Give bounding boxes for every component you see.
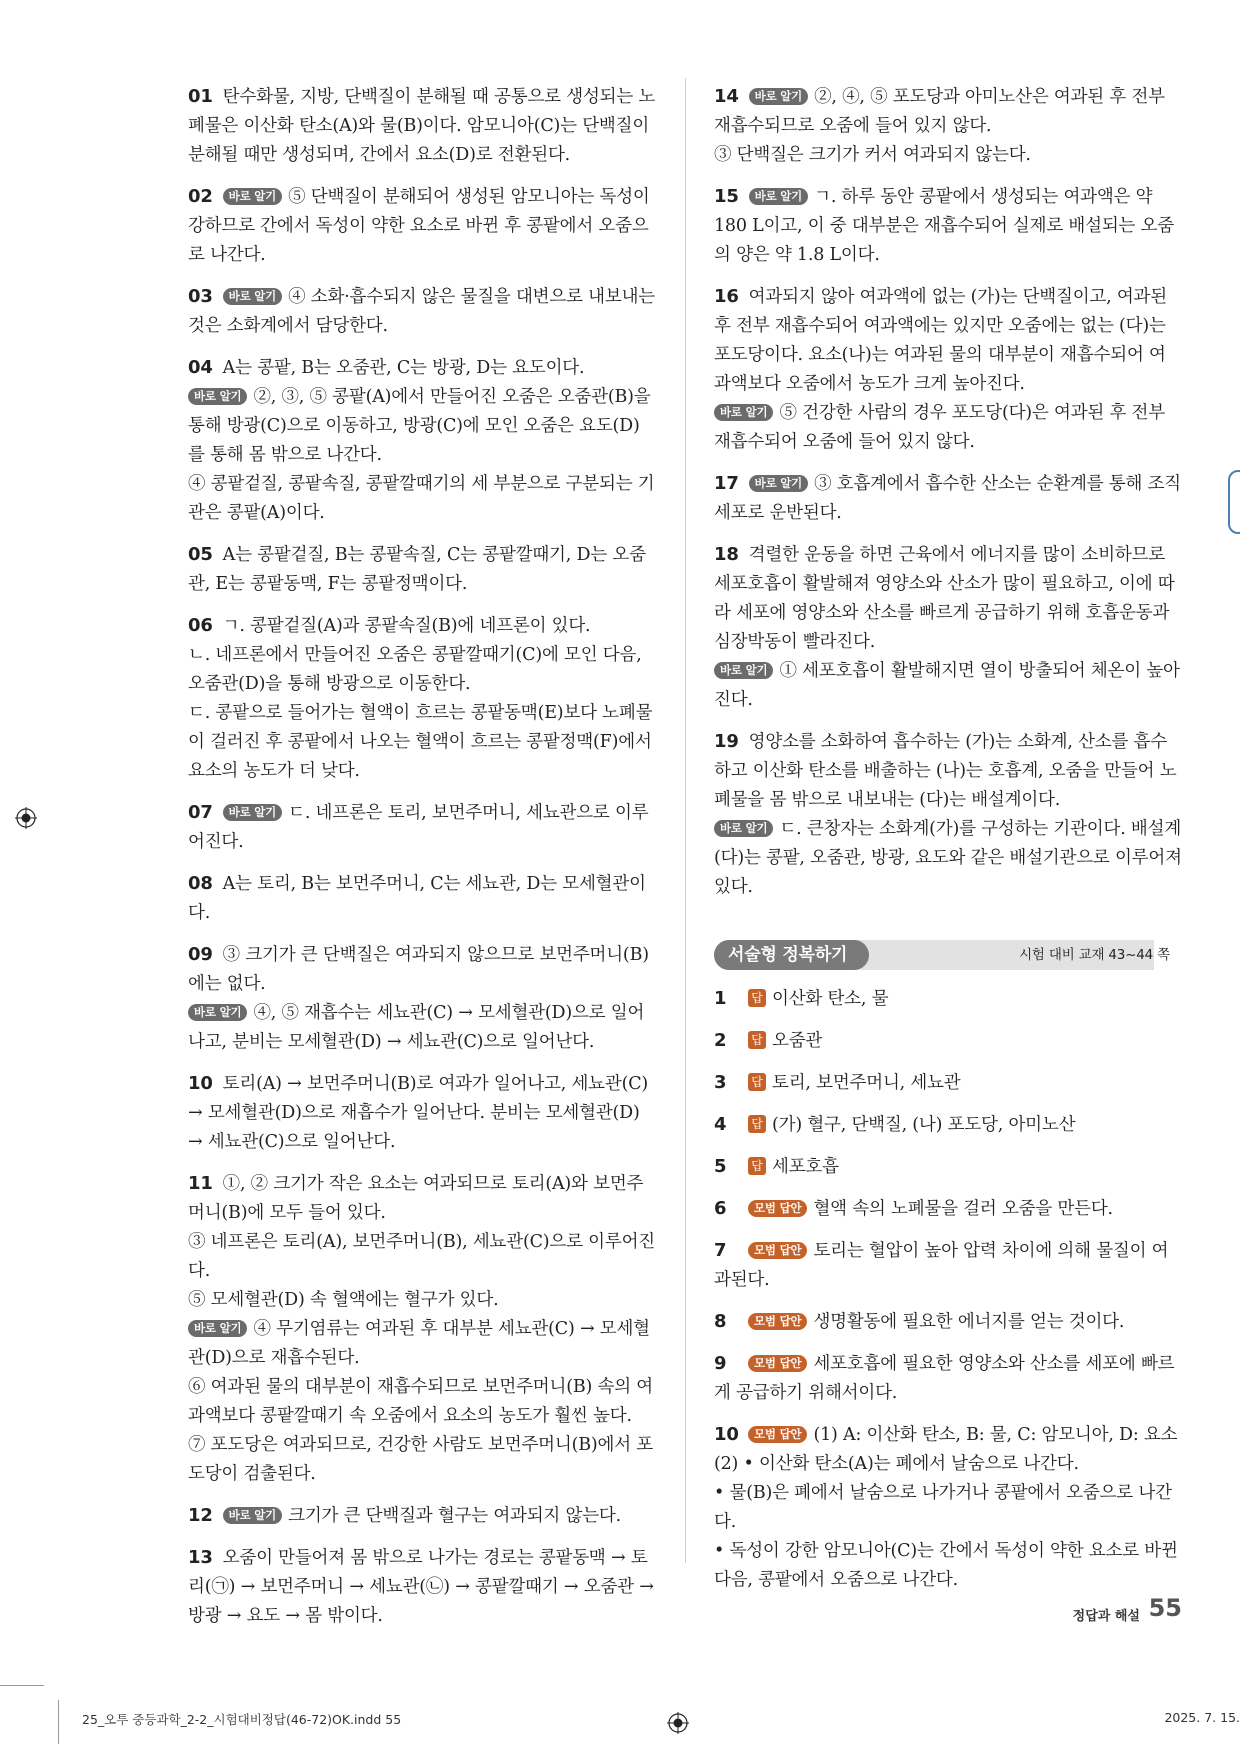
explanation-body: ㄷ. 큰창자는 소화계(가)를 구성하는 기관이다. 배설계(다)는 콩팥, 오줌관, 방광, 요도와 같은 배설기관으로 이루어져 있다. xyxy=(714,819,1182,897)
explanation-item xyxy=(188,282,656,341)
answer-number: 6 xyxy=(714,1198,727,1219)
answer-body: (가) 혈구, 단백질, (나) 포도당, 아미노산 xyxy=(772,1115,1076,1135)
explanation-subline xyxy=(188,1286,656,1315)
explanation-body: ③ 크기가 큰 단백질은 여과되지 않으므로 보먼주머니(B)에는 없다. xyxy=(188,945,649,994)
explanation-body: A는 토리, B는 보먼주머니, C는 세뇨관, D는 모세혈관이다. xyxy=(188,874,646,923)
question-number: 17 xyxy=(714,473,739,494)
answer-number: 10 xyxy=(714,1424,739,1445)
answer-tag: 답 xyxy=(748,1115,766,1133)
explanation-subline xyxy=(188,1373,656,1431)
answer-subline: • 물(B)은 폐에서 날숨으로 나가거나 콩팥에서 오줌으로 나간다. xyxy=(714,1483,1172,1532)
answer-list xyxy=(714,984,1182,1595)
question-number: 16 xyxy=(714,286,739,307)
explanation-body: ⑦ 포도당은 여과되므로, 건강한 사람도 보먼주머니(B)에서 포도당이 검출된다. xyxy=(188,1435,653,1484)
explanation-subline xyxy=(188,1315,656,1373)
explanation-body: ㄴ. 네프론에서 만들어진 오줌은 콩팥깔때기(C)에 모인 다음, 오줌관(D)을 통해 방광으로 이동한다. xyxy=(188,645,642,694)
explanation-body: ㄱ. 하루 동안 콩팥에서 생성되는 여과액은 약 180 L이고, 이 중 대부분은 재흡수되어 실제로 배설되는 오줌의 양은 약 1.8 L이다. xyxy=(714,187,1174,265)
answer-body: 토리는 혈압이 높아 압력 차이에 의해 물질이 여과된다. xyxy=(714,1241,1169,1290)
answer-row xyxy=(714,1026,1182,1056)
correct-answer-badge: 바로 알기 xyxy=(188,1004,247,1021)
answer-row xyxy=(714,1349,1182,1408)
answer-number: 9 xyxy=(714,1353,727,1374)
explanation-text xyxy=(188,611,656,641)
answer-tag: 답 xyxy=(748,1073,766,1091)
answer-body: 오줌관 xyxy=(772,1031,823,1051)
explanation-text xyxy=(188,1169,656,1228)
explanation-item xyxy=(714,727,1182,902)
explanation-subline xyxy=(188,641,656,699)
answer-row xyxy=(714,1152,1182,1182)
answer-subline: (2) • 이산화 탄소(A)는 폐에서 날숨으로 나간다. xyxy=(714,1454,1079,1474)
print-slug-file: 25_오투 중등과학_2-2_시험대비정답(46-72)OK.indd 55 xyxy=(82,1712,402,1727)
page-edge-tab xyxy=(1228,470,1240,534)
model-answer-badge: 모범 답안 xyxy=(748,1426,807,1443)
explanation-text xyxy=(188,82,656,170)
question-number: 09 xyxy=(188,944,213,965)
answer-body: 생명활동에 필요한 에너지를 얻는 것이다. xyxy=(813,1312,1125,1332)
correct-answer-badge: 바로 알기 xyxy=(188,388,247,405)
explanation-text xyxy=(714,469,1182,528)
section-header xyxy=(714,940,1182,970)
explanation-item xyxy=(714,82,1182,170)
print-slug-date: 2025. 7. 15. xyxy=(1164,1710,1240,1725)
crop-mark xyxy=(58,1700,59,1744)
question-number: 11 xyxy=(188,1173,213,1194)
question-number: 18 xyxy=(714,544,739,565)
answer-text xyxy=(714,1307,1182,1337)
explanation-subline xyxy=(188,1431,656,1489)
explanation-body: ③ 단백질은 크기가 커서 여과되지 않는다. xyxy=(714,145,1031,165)
explanation-item xyxy=(188,940,656,1057)
explanation-body: 영양소를 소화하여 흡수하는 (가)는 소화계, 산소를 흡수하고 이산화 탄소를 배출하는 (나)는 호흡계, 오줌을 만들어 노폐물을 몸 밖으로 내보내는 (다)는 배설계이다. xyxy=(714,732,1177,810)
answer-row xyxy=(714,984,1182,1014)
explanation-item xyxy=(188,869,656,928)
answer-number: 1 xyxy=(714,988,727,1009)
answer-text xyxy=(714,1236,1182,1295)
answer-body: 이산화 탄소, 물 xyxy=(772,989,889,1009)
answer-row xyxy=(714,1236,1182,1295)
explanation-text xyxy=(714,540,1182,657)
answer-tag: 답 xyxy=(748,1031,766,1049)
registration-mark-icon xyxy=(667,1712,689,1734)
explanation-subline xyxy=(188,383,656,470)
page-number: 55 xyxy=(1148,1594,1182,1622)
right-column xyxy=(714,82,1182,1607)
column-divider xyxy=(685,78,686,1563)
explanation-text xyxy=(188,540,656,599)
answer-body: 세포호흡에 필요한 영양소와 산소를 세포에 빠르게 공급하기 위해서이다. xyxy=(714,1354,1175,1403)
correct-answer-badge: 바로 알기 xyxy=(749,88,808,105)
explanation-item xyxy=(188,798,656,857)
explanation-body: ③ 호흡계에서 흡수한 산소는 순환계를 통해 조직 세포로 운반된다. xyxy=(714,474,1181,523)
section-reference: 시험 대비 교재 43~44 쪽 xyxy=(1019,947,1170,963)
answer-body: 혈액 속의 노폐물을 걸러 오줌을 만든다. xyxy=(813,1199,1113,1219)
explanation-body: ③ 네프론은 토리(A), 보먼주머니(B), 세뇨관(C)으로 이루어진다. xyxy=(188,1232,655,1281)
correct-answer-badge: 바로 알기 xyxy=(188,1320,247,1337)
explanation-item xyxy=(714,282,1182,457)
correct-answer-badge: 바로 알기 xyxy=(223,188,282,205)
explanation-item xyxy=(188,540,656,599)
question-number: 01 xyxy=(188,86,213,107)
explanation-body: 오줌이 만들어져 몸 밖으로 나가는 경로는 콩팥동맥 → 토리(㉠) → 보먼주머니 → 세뇨관(㉡) → 콩팥깔때기 → 오줌관 → 방광 → 요도 → 몸 밖이다. xyxy=(188,1548,654,1626)
answer-body: (1) A: 이산화 탄소, B: 물, C: 암모니아, D: 요소 xyxy=(813,1425,1178,1445)
explanation-subline xyxy=(714,657,1182,715)
answer-number: 8 xyxy=(714,1311,727,1332)
explanation-text xyxy=(714,82,1182,141)
correct-answer-badge: 바로 알기 xyxy=(223,1507,282,1524)
explanation-body: ①, ② 크기가 작은 요소는 여과되므로 토리(A)와 보먼주머니(B)에 모두 들어 있다. xyxy=(188,1174,644,1223)
explanation-body: ㄱ. 콩팥겉질(A)과 콩팥속질(B)에 네프론이 있다. xyxy=(222,616,591,636)
explanation-item xyxy=(714,540,1182,715)
model-answer-badge: 모범 답안 xyxy=(748,1200,807,1217)
question-number: 19 xyxy=(714,731,739,752)
correct-answer-badge: 바로 알기 xyxy=(223,804,282,821)
answer-text xyxy=(714,1068,1182,1098)
explanation-item xyxy=(188,182,656,270)
explanation-body: ⑤ 모세혈관(D) 속 혈액에는 혈구가 있다. xyxy=(188,1290,499,1310)
explanation-body: ⑤ 건강한 사람의 경우 포도당(다)은 여과된 후 전부 재흡수되어 오줌에 들어 있지 않다. xyxy=(714,403,1165,452)
explanation-text xyxy=(714,282,1182,399)
explanation-body: 여과되지 않아 여과액에 없는 (가)는 단백질이고, 여과된 후 전부 재흡수되어 여과액에는 있지만 오줌에는 없는 (다)는 포도당이다. 요소(나)는 여과된 물의 대부분이 재흡수되어 여과액보다 오줌에서 농도가 크게 높아진다. xyxy=(714,287,1167,394)
answer-row xyxy=(714,1194,1182,1224)
explanation-subline xyxy=(714,815,1182,902)
explanation-text xyxy=(714,182,1182,270)
explanation-text xyxy=(188,869,656,928)
model-answer-badge: 모범 답안 xyxy=(748,1242,807,1259)
correct-answer-badge: 바로 알기 xyxy=(714,662,773,679)
registration-mark-icon xyxy=(15,807,37,829)
crop-mark xyxy=(0,1685,44,1686)
correct-answer-badge: 바로 알기 xyxy=(749,188,808,205)
answer-body: 세포호흡 xyxy=(772,1157,839,1177)
explanation-subline xyxy=(714,399,1182,457)
explanation-body: ④ 무기염류는 여과된 후 대부분 세뇨관(C) → 모세혈관(D)으로 재흡수된다. xyxy=(188,1319,650,1368)
explanation-item xyxy=(188,1501,656,1531)
question-number: 06 xyxy=(188,615,213,636)
answer-text xyxy=(714,1420,1182,1450)
answer-text xyxy=(714,1152,1182,1182)
answer-text xyxy=(714,1194,1182,1224)
answer-tag: 답 xyxy=(748,1157,766,1175)
answer-subline: • 독성이 강한 암모니아(C)는 간에서 독성이 약한 요소로 바뀐다음, 콩팥에서 오줌으로 나간다. xyxy=(714,1541,1178,1590)
explanation-body: ④, ⑤ 재흡수는 세뇨관(C) → 모세혈관(D)으로 일어나고, 분비는 모세혈관(D) → 세뇨관(C)으로 일어난다. xyxy=(188,1003,645,1052)
answer-row xyxy=(714,1110,1182,1140)
explanation-text xyxy=(188,282,656,341)
explanation-item xyxy=(188,353,656,528)
question-number: 02 xyxy=(188,186,213,207)
explanation-body: ②, ④, ⑤ 포도당과 아미노산은 여과된 후 전부 재흡수되므로 오줌에 들어 있지 않다. xyxy=(714,87,1165,136)
correct-answer-badge: 바로 알기 xyxy=(714,404,773,421)
explanation-text xyxy=(188,353,656,383)
answer-row xyxy=(714,1420,1182,1595)
model-answer-badge: 모범 답안 xyxy=(748,1355,807,1372)
explanation-body: A는 콩팥겉질, B는 콩팥속질, C는 콩팥깔때기, D는 오줌관, E는 콩팥동맥, F는 콩팥정맥이다. xyxy=(188,545,646,594)
answer-number: 2 xyxy=(714,1030,727,1051)
correct-answer-badge: 바로 알기 xyxy=(714,820,773,837)
answer-number: 4 xyxy=(714,1114,727,1135)
answer-text xyxy=(714,1026,1182,1056)
explanation-item xyxy=(714,469,1182,528)
answer-body: 토리, 보먼주머니, 세뇨관 xyxy=(772,1073,961,1093)
explanation-item xyxy=(714,182,1182,270)
explanation-text xyxy=(188,182,656,270)
explanation-body: ㄷ. 콩팥으로 들어가는 혈액이 흐르는 콩팥동맥(E)보다 노폐물이 걸러진 후 콩팥에서 나오는 혈액이 흐르는 콩팥정맥(F)에서 요소의 농도가 더 낮다. xyxy=(188,703,653,781)
explanation-body: A는 콩팥, B는 오줌관, C는 방광, D는 요도이다. xyxy=(222,358,585,378)
question-number: 04 xyxy=(188,357,213,378)
explanation-item xyxy=(188,1543,656,1631)
answer-row xyxy=(714,1307,1182,1337)
explanation-subline xyxy=(714,141,1182,170)
correct-answer-badge: 바로 알기 xyxy=(223,288,282,305)
question-number: 08 xyxy=(188,873,213,894)
explanation-item xyxy=(188,82,656,170)
section-title: 서술형 정복하기 xyxy=(714,940,869,970)
explanation-body: ⑥ 여과된 물의 대부분이 재흡수되므로 보먼주머니(B) 속의 여과액보다 콩팥깔때기 속 오줌에서 요소의 농도가 훨씬 높다. xyxy=(188,1377,653,1426)
answer-text xyxy=(714,984,1182,1014)
explanation-text xyxy=(188,798,656,857)
explanation-text xyxy=(188,1501,656,1531)
explanation-body: 탄수화물, 지방, 단백질이 분해될 때 공통으로 생성되는 노폐물은 이산화 탄소(A)와 물(B)이다. 암모니아(C)는 단백질이 분해될 때만 생성되며, 간에서 요소(D)로 전환된다. xyxy=(188,87,656,165)
answer-text xyxy=(714,1349,1182,1408)
explanation-body: 격렬한 운동을 하면 근육에서 에너지를 많이 소비하므로 세포호흡이 활발해져 영양소와 산소가 많이 필요하고, 이에 따라 세포에 영양소와 산소를 빠르게 공급하기 위해 호흡운동과 심장박동이 빨라진다. xyxy=(714,545,1175,652)
explanation-item xyxy=(188,1069,656,1157)
explanation-subline xyxy=(188,999,656,1057)
answer-row xyxy=(714,1068,1182,1098)
explanation-body: ⑤ 단백질이 분해되어 생성된 암모니아는 독성이 강하므로 간에서 독성이 약한 요소로 바뀐 후 콩팥에서 오줌으로 나간다. xyxy=(188,187,650,265)
right-items xyxy=(714,82,1182,902)
explanation-subline xyxy=(188,699,656,786)
explanation-body: ④ 콩팥겉질, 콩팥속질, 콩팥깔때기의 세 부분으로 구분되는 기관은 콩팥(A)이다. xyxy=(188,474,655,523)
explanation-body: ②, ③, ⑤ 콩팥(A)에서 만들어진 오줌은 오줌관(B)을 통해 방광(C)으로 이동하고, 방광(C)에 모인 오줌은 요도(D)를 통해 몸 밖으로 나간다. xyxy=(188,387,651,465)
correct-answer-badge: 바로 알기 xyxy=(749,475,808,492)
explanation-body: ④ 소화·흡수되지 않은 물질을 대변으로 내보내는 것은 소화계에서 담당한다. xyxy=(188,287,655,336)
answer-tag: 답 xyxy=(748,989,766,1007)
answer-number: 3 xyxy=(714,1072,727,1093)
answer-text xyxy=(714,1110,1182,1140)
answer-number: 7 xyxy=(714,1240,727,1261)
explanation-text xyxy=(188,940,656,999)
explanation-subline xyxy=(188,470,656,528)
question-number: 13 xyxy=(188,1547,213,1568)
model-answer-badge: 모범 답안 xyxy=(748,1313,807,1330)
explanation-body: ① 세포호흡이 활발해지면 열이 방출되어 체온이 높아진다. xyxy=(714,661,1180,710)
question-number: 15 xyxy=(714,186,739,207)
explanation-body: 크기가 큰 단백질과 혈구는 여과되지 않는다. xyxy=(288,1506,621,1526)
explanation-subline xyxy=(188,1228,656,1286)
question-number: 07 xyxy=(188,802,213,823)
question-number: 05 xyxy=(188,544,213,565)
explanation-text xyxy=(188,1543,656,1631)
explanation-item xyxy=(188,611,656,786)
answer-number: 5 xyxy=(714,1156,727,1177)
explanation-body: ㄷ. 네프론은 토리, 보먼주머니, 세뇨관으로 이루어진다. xyxy=(188,803,649,852)
question-number: 10 xyxy=(188,1073,213,1094)
question-number: 12 xyxy=(188,1505,213,1526)
footer-label: 정답과 해설 xyxy=(1072,1609,1140,1624)
explanation-body: 토리(A) → 보먼주머니(B)로 여과가 일어나고, 세뇨관(C) → 모세혈관(D)으로 재흡수가 일어난다. 분비는 모세혈관(D) → 세뇨관(C)으로 일어난다. xyxy=(188,1074,649,1152)
explanation-text xyxy=(714,727,1182,815)
left-column xyxy=(188,82,656,1643)
explanation-item xyxy=(188,1169,656,1489)
explanation-text xyxy=(188,1069,656,1157)
question-number: 03 xyxy=(188,286,213,307)
question-number: 14 xyxy=(714,86,739,107)
